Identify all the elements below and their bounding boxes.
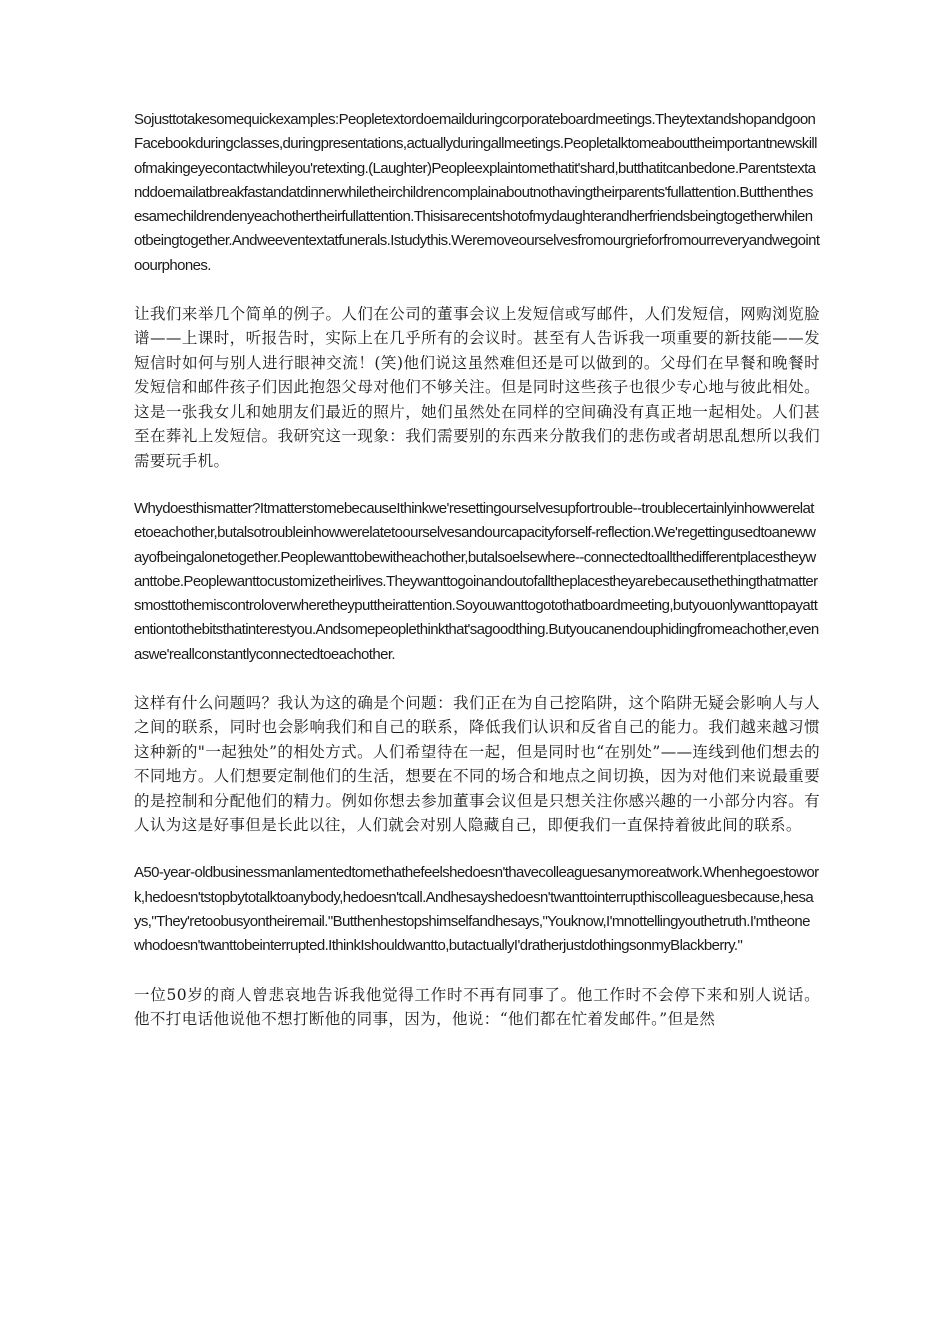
paragraph-chinese-examples: 让我们来举几个简单的例子。人们在公司的董事会议上发短信或写邮件，人们发短信，网购浏览脸谱——上课时，听报告时，实际上在几乎所有的会议时。甚至有人告诉我一项重要的新技能——发短信时如何与别人进行眼神交流！(笑)他们说这虽然难但还是可以做到的。父母们在早餐和晚餐时发短信和邮件孩子们因此抱怨父母对他们不够关注。但是同时这些孩子也很少专心地与彼此相处。这是一张我女儿和她朋友们最近的照片，她们虽然处在同样的空间确没有真正地一起相处。人们甚至在葬礼上发短信。我研究这一现象：我们需要别的东西来分散我们的悲伤或者胡思乱想所以我们需要玩手机。 bbox=[134, 305, 820, 470]
paragraph-spacer bbox=[134, 837, 820, 861]
paragraph-spacer bbox=[134, 473, 820, 497]
paragraph-english-examples: Sojusttotakesomequickexamples:Peopletextordoemailduringcorporateboardmeetings.TheytextandshopandgoonFacebookduringclasses,duringpresentations,actuallyduringallmeetings.Peopletalktomeabouttheimportantnewskillofmakingeyecontactwhileyou'retexting.(Laughter)Peopleexplaintomethatit'shard,butthatitcanbedone.Parentstextanddoemailatbreakfastandatdinnerwhiletheirchildrencomplainaboutnothavingtheirparents'fullattention.Butthenthesesamechildrendenyeachothertheirfullattention.Thisisarecentshotofmydaughterandherfriendsbeingtogetherwhilenotbeingtogether.Andweeventextatfunerals.Istudythis.Weremoveourselvesfromourgrieforfromourreveryandwegointoourphones. bbox=[134, 111, 820, 274]
paragraph-chinese-businessman: 一位50岁的商人曾悲哀地告诉我他觉得工作时不再有同事了。他工作时不会停下来和别人说话。他不打电话他说他不想打断他的同事，因为，他说：“他们都在忙着发邮件。”但是然 bbox=[134, 985, 820, 1029]
paragraph-spacer bbox=[134, 959, 820, 983]
paragraph-spacer bbox=[134, 667, 820, 691]
paragraph-chinese-why-matter: 这样有什么问题吗？我认为这的确是个问题：我们正在为自己挖陷阱，这个陷阱无疑会影响人与人之间的联系，同时也会影响我们和自己的联系，降低我们认识和反省自己的能力。我们越来越习惯这种新的"一起独处”的相处方式。人们希望待在一起，但是同时也“在别处”——连线到他们想去的不同地方。人们想要定制他们的生活，想要在不同的场合和地点之间切换，因为对他们来说最重要的是控制和分配他们的精力。例如你想去参加董事会议但是只想关注你感兴趣的一小部分内容。有人认为这是好事但是长此以往，人们就会对别人隐藏自己，即便我们一直保持着彼此间的联系。 bbox=[134, 694, 820, 835]
paragraph-english-businessman: A50-year-oldbusinessmanlamentedtomethathefeelshedoesn'thavecolleaguesanymoreatwork.Whenhegoestowork,hedoesn'tstopbytotalktoanybody,hedoesn'tcall.Andhesayshedoesn'twanttointerrupthiscolleaguesbecause,hesays,"They'retoobusyontheiremail."Butthenhestopshimselfandhesays,"Youknow,I'mnottellingyouthetruth.I'mtheonewhodoesn'twanttobeinterrupted.IthinkIshouldwantto,butactuallyI'dratherjustdothingsonmyBlackberry." bbox=[134, 864, 819, 955]
paragraph-spacer bbox=[134, 278, 820, 302]
document-body bbox=[134, 108, 820, 1031]
paragraph-english-why-matter: Whydoesthismatter?ItmatterstomebecauseIthinkwe'resettingourselvesupfortrouble--troublecertainlyinhowwerelatetoeachother,butalsotroubleinhowwerelatetoourselvesandourcapacityforself-reflection.We'regettingusedtoanewwayofbeingalonetogether.Peoplewanttobewitheachother,butalsoelsewhere--connectedtoallthedifferentplacestheywanttobe.Peoplewanttocustomizetheirlives.Theywanttogoinandoutofalltheplacestheyarebecausethethingthatmattersmosttothemiscontroloverwheretheyputtheirattention.Soyouwanttogotothatboardmeeting,butyouonlywanttopayattentiontothebitsthatinterestyou.Andsomepeoplethinkthat'sagoodthing.Butyoucanendouphidingfromeachother,evenaswe'reallconstantlyconnectedtoeachother. bbox=[134, 499, 819, 663]
